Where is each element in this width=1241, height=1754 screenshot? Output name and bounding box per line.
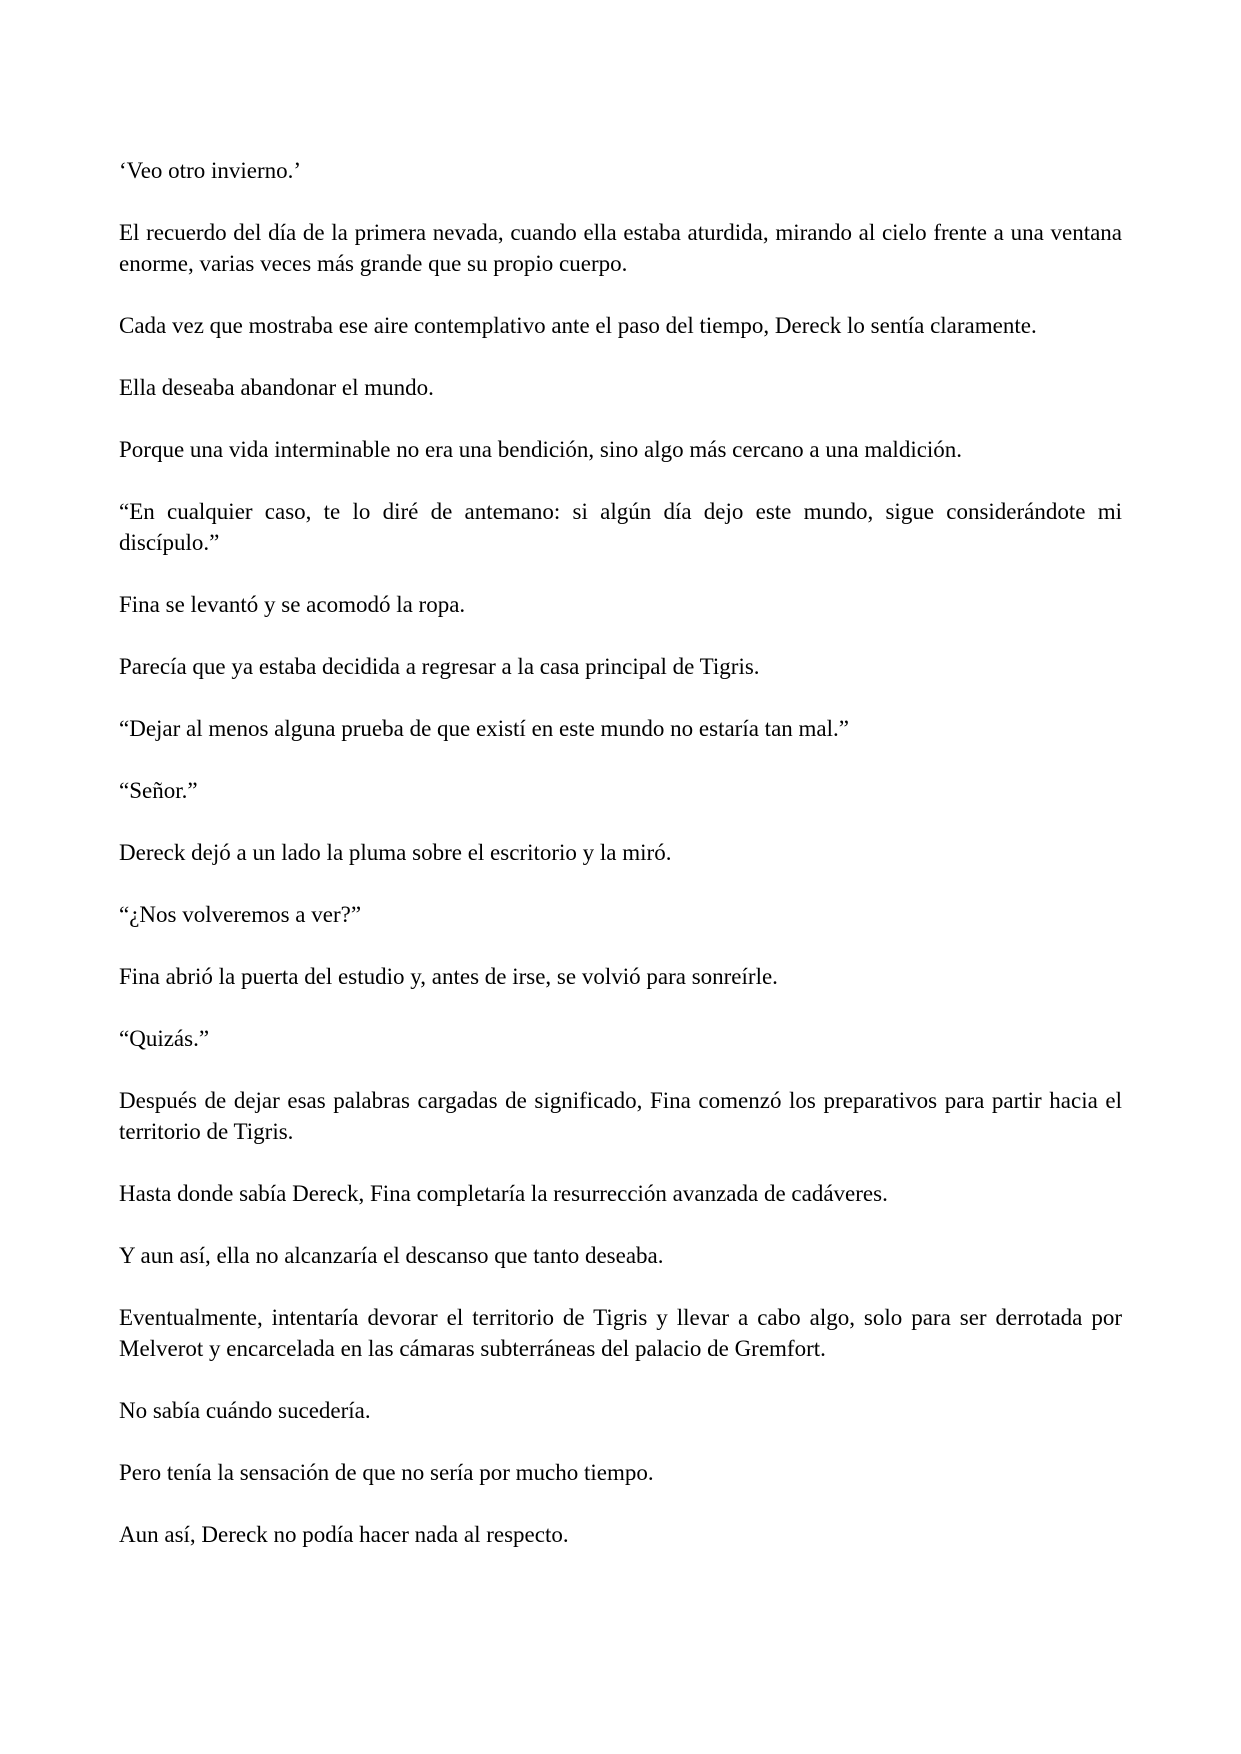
paragraph: Eventualmente, intentaría devorar el territorio de Tigris y llevar a cabo algo, solo para ser derrotada por Melverot y encarcelada en las cámaras subterráneas del palacio de Gremfort. (119, 1305, 1122, 1361)
paragraph: Fina abrió la puerta del estudio y, antes de irse, se volvió para sonreírle. (119, 964, 778, 989)
paragraph: Hasta donde sabía Dereck, Fina completaría la resurrección avanzada de cadáveres. (119, 1181, 888, 1206)
paragraph: Dereck dejó a un lado la pluma sobre el escritorio y la miró. (119, 840, 672, 865)
paragraph: “¿Nos volveremos a ver?” (119, 902, 362, 927)
paragraph: Cada vez que mostraba ese aire contemplativo ante el paso del tiempo, Dereck lo sentía claramente. (119, 313, 1037, 338)
paragraph: No sabía cuándo sucedería. (119, 1398, 371, 1423)
page-body (119, 155, 1122, 1581)
paragraph: Aun así, Dereck no podía hacer nada al respecto. (119, 1522, 569, 1547)
paragraph: Parecía que ya estaba decidida a regresar a la casa principal de Tigris. (119, 654, 760, 679)
paragraph: Ella deseaba abandonar el mundo. (119, 375, 434, 400)
paragraph: Pero tenía la sensación de que no sería por mucho tiempo. (119, 1460, 654, 1485)
paragraph: Y aun así, ella no alcanzaría el descanso que tanto deseaba. (119, 1243, 664, 1268)
paragraph: Fina se levantó y se acomodó la ropa. (119, 592, 466, 617)
paragraph: “En cualquier caso, te lo diré de antemano: si algún día dejo este mundo, sigue considerándote mi discípulo.” (119, 499, 1122, 555)
paragraph: “Señor.” (119, 778, 198, 803)
paragraph: ‘Veo otro invierno.’ (119, 158, 302, 183)
paragraph: “Dejar al menos alguna prueba de que existí en este mundo no estaría tan mal.” (119, 716, 849, 741)
paragraph: Porque una vida interminable no era una bendición, sino algo más cercano a una maldición. (119, 437, 963, 462)
paragraph: “Quizás.” (119, 1026, 210, 1051)
paragraph: Después de dejar esas palabras cargadas de significado, Fina comenzó los preparativos para partir hacia el territorio de Tigris. (119, 1088, 1122, 1144)
paragraph: El recuerdo del día de la primera nevada, cuando ella estaba aturdida, mirando al cielo frente a una ventana enorme, varias veces más grande que su propio cuerpo. (119, 220, 1122, 276)
